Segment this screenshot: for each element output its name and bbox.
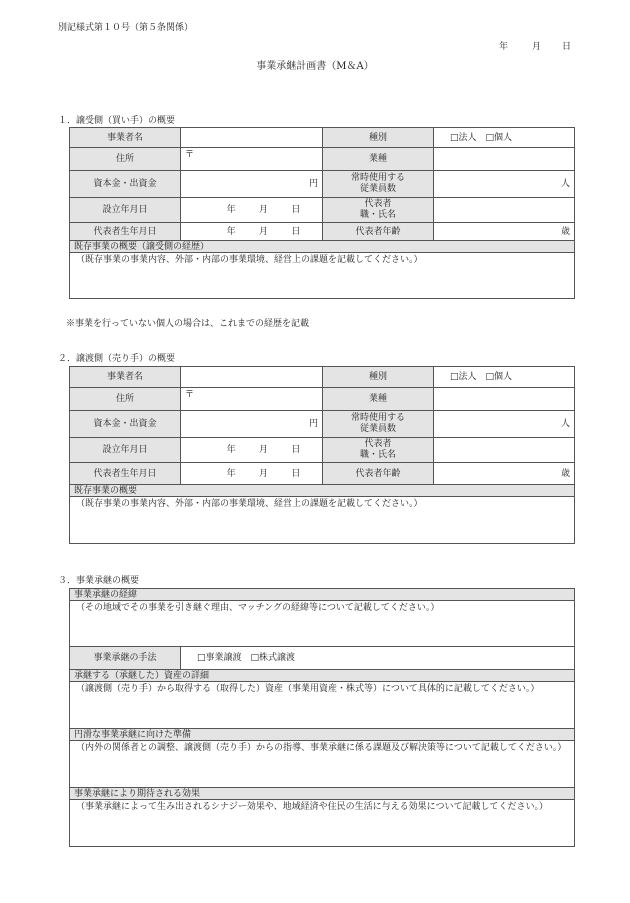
- s2-rep-field[interactable]: [434, 438, 575, 463]
- s1-note: ※事業を行っていない個人の場合は、これまでの経歴を記載: [66, 319, 310, 329]
- s3-prep-heading: 円滑な事業承継に向けた準備: [70, 729, 575, 741]
- s2-founded-field[interactable]: 年 月 日: [181, 438, 323, 463]
- s2-overview-field[interactable]: （既存事業の事業内容、外部・内部の事業環境、経営上の課題を記載してください。）: [70, 497, 575, 544]
- s2-type-checkboxes[interactable]: □法人 □個人: [434, 367, 575, 388]
- s2-rep-age-field[interactable]: 歳: [434, 463, 575, 485]
- s1-rep-birth-label: 代表者生年月日: [70, 223, 181, 241]
- section2-heading: ２．譲渡側（売り手）の概要: [58, 354, 176, 364]
- s1-industry-field[interactable]: [434, 148, 575, 171]
- section1-heading: １．譲受側（買い手）の概要: [58, 116, 176, 126]
- s1-type-checkboxes[interactable]: □法人 □個人: [434, 128, 575, 148]
- s1-rep-label: 代表者 職・氏名: [323, 198, 434, 223]
- section2-table: [69, 366, 575, 544]
- s1-capital-field[interactable]: 円: [181, 171, 323, 198]
- s3-method-checkboxes[interactable]: □事業譲渡 □株式譲渡: [181, 647, 575, 670]
- form-number: 別記様式第１０号（第５条関係）: [58, 23, 194, 33]
- s2-capital-field[interactable]: 円: [181, 411, 323, 438]
- s2-employees-field[interactable]: 人: [434, 411, 575, 438]
- s2-rep-birth-field[interactable]: 年 月 日: [181, 463, 323, 485]
- section1-table: [69, 127, 575, 299]
- s1-address-field[interactable]: 〒: [181, 148, 323, 171]
- s2-address-label: 住所: [70, 388, 181, 411]
- s1-rep-age-field[interactable]: 歳: [434, 223, 575, 241]
- s2-employees-label: 常時使用する 従業員数: [323, 411, 434, 438]
- s2-industry-label: 業種: [323, 388, 434, 411]
- s3-effect-field[interactable]: （事業承継によって生み出されるシナジー効果や、地域経済や住民の生活に与える効果について記載してください。）: [70, 800, 575, 847]
- s2-company-name-field[interactable]: [181, 367, 323, 388]
- date-day-label: 日: [562, 42, 572, 52]
- s2-capital-label: 資本金・出資金: [70, 411, 181, 438]
- s1-employees-field[interactable]: 人: [434, 171, 575, 198]
- s1-rep-field[interactable]: [434, 198, 575, 223]
- s1-founded-label: 設立年月日: [70, 198, 181, 223]
- date-month-label: 月: [532, 42, 542, 52]
- s3-assets-heading: 承継する（承継した）資産の詳細: [70, 670, 575, 682]
- s3-background-field[interactable]: （その地域でその事業を引き継ぐ理由、マッチングの経緯等について記載してください。）: [70, 601, 575, 647]
- s2-rep-age-label: 代表者年齢: [323, 463, 434, 485]
- s2-address-field[interactable]: 〒: [181, 388, 323, 411]
- section3-heading: ３．事業承継の概要: [58, 576, 140, 586]
- s2-overview-heading: 既存事業の概要: [70, 485, 575, 497]
- s1-overview-heading: 既存事業の概要（譲受側の経歴）: [70, 241, 575, 253]
- s3-assets-field[interactable]: （譲渡側（売り手）から取得する（取得した）資産（事業用資産・株式等）について具体的に記載してください。）: [70, 682, 575, 729]
- s2-company-name-label: 事業者名: [70, 367, 181, 388]
- s1-capital-label: 資本金・出資金: [70, 171, 181, 198]
- s3-effect-heading: 事業承継により期待される効果: [70, 788, 575, 800]
- s1-rep-age-label: 代表者年齢: [323, 223, 434, 241]
- s2-type-label: 種別: [323, 367, 434, 388]
- date-year-label: 年: [499, 42, 509, 52]
- s1-rep-birth-field[interactable]: 年 月 日: [181, 223, 323, 241]
- s2-rep-label: 代表者 職・氏名: [323, 438, 434, 463]
- s1-company-name-label: 事業者名: [70, 128, 181, 148]
- s3-prep-field[interactable]: （内外の関係者との調整、譲渡側（売り手）からの指導、事業承継に係る課題及び解決策等について記載してください。）: [70, 741, 575, 788]
- s3-method-label: 事業承継の手法: [70, 647, 181, 670]
- s2-founded-label: 設立年月日: [70, 438, 181, 463]
- s3-background-heading: 事業承継の経緯: [70, 589, 575, 601]
- s1-industry-label: 業種: [323, 148, 434, 171]
- s1-employees-label: 常時使用する 従業員数: [323, 171, 434, 198]
- s1-type-label: 種別: [323, 128, 434, 148]
- s2-industry-field[interactable]: [434, 388, 575, 411]
- s2-rep-birth-label: 代表者生年月日: [70, 463, 181, 485]
- s1-address-label: 住所: [70, 148, 181, 171]
- section3-table: [69, 588, 575, 847]
- s1-overview-field[interactable]: （既存事業の事業内容、外部・内部の事業環境、経営上の課題を記載してください。）: [70, 253, 575, 299]
- s1-company-name-field[interactable]: [181, 128, 323, 148]
- s1-founded-field[interactable]: 年 月 日: [181, 198, 323, 223]
- page-title: 事業承継計画書（M＆A）: [256, 61, 374, 72]
